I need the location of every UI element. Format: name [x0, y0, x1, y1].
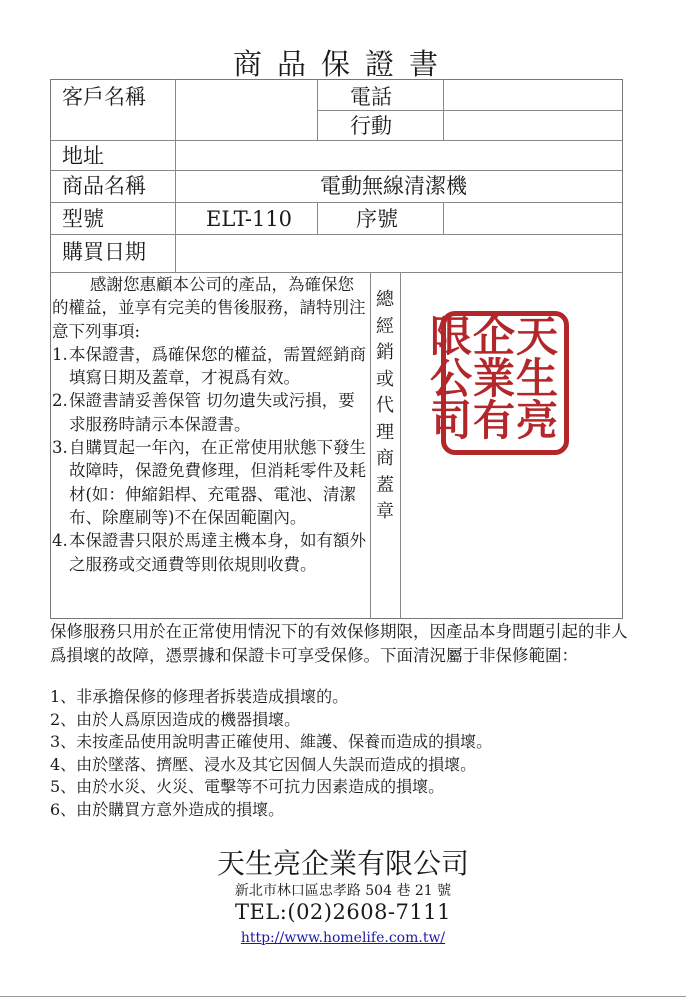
company-name: 天生亮企業有限公司: [216, 847, 469, 880]
customer-name-label: 客戶名稱: [62, 85, 146, 109]
company-url-link[interactable]: http://www.homelife.com.tw/: [240, 930, 446, 946]
purchase-date-label: 購買日期: [62, 240, 146, 264]
phone-label: 電話: [350, 85, 392, 109]
company-tel: TEL:(02)2608-7111: [235, 900, 451, 924]
model-value: ELT-110: [206, 207, 293, 231]
row-divider: [50, 170, 623, 171]
warranty-paragraph: 保修服務只用於在正常使用情況下的有效保修期限，因產品本身問題引起的非人爲損壞的故障，憑票據和保證卡可享受保修。下面清況屬于非保修範圍：: [50, 622, 628, 665]
exclusion-item: 5、由於水災、火災、電擊等不可抗力因素造成的損壞。: [50, 777, 445, 796]
exclusion-item: 6、由於購買方意外造成的損壞。: [50, 799, 285, 819]
column-divider: [400, 272, 401, 619]
exclusion-item: 1、非承擔保修的修理者拆裝造成損壞的。: [50, 687, 349, 706]
row-divider: [50, 202, 623, 203]
column-divider: [175, 79, 176, 272]
company-seal: 天 生 亮 企 業 有 限 公 司: [441, 311, 569, 455]
mobile-label: 行動: [350, 114, 392, 138]
column-divider: [443, 202, 444, 234]
column-divider: [370, 272, 371, 619]
page-bottom-rule: [0, 996, 686, 997]
exclusion-item: 4、由於墜落、擠壓、浸水及其它因個人失誤而造成的損壞。: [50, 754, 477, 774]
exclusion-list: [50, 686, 492, 821]
product-name-value: 電動無線清潔機: [320, 174, 467, 198]
column-divider: [317, 202, 318, 234]
row-divider: [50, 234, 623, 235]
notice-item: 3. 自購買起一年內，在正常使用狀態下發生故障時，保證免費修理，但消耗零件及耗材(如：伸縮鋁桿、充電器、電池、清潔布、除塵刷等)不在保固範圍內。: [52, 438, 366, 527]
notice-intro: 感謝您惠顧本公司的產品，為確保您的權益，並享有完美的售後服務，請特別注意下列事項:: [52, 275, 366, 341]
notice-list: [52, 343, 368, 576]
dealer-stamp-label: 總 經 銷 或 代 理 商 蓋 章: [376, 289, 394, 522]
column-divider: [317, 79, 318, 140]
product-name-label: 商品名稱: [62, 174, 146, 198]
model-label: 型號: [62, 207, 104, 231]
notice-item: 2. 保證書請妥善保管 切勿遺失或污損，要求服務時請示本保證書。: [52, 391, 355, 434]
document-title: 商品保證書: [232, 47, 453, 81]
row-divider: [317, 110, 623, 111]
warranty-notice: [52, 273, 368, 576]
exclusion-item: 3、未按產品使用說明書正確使用、維護、保養而造成的損壞。: [50, 732, 493, 751]
column-divider: [443, 79, 444, 140]
company-address: 新北市林口區忠孝路 504 巷 21 號: [234, 883, 452, 899]
address-label: 地址: [62, 144, 104, 168]
notice-item: 4. 本保證書只限於馬達主機本身，如有額外之服務或交通費等則依規則收費。: [52, 531, 366, 574]
exclusion-item: 2、由於人爲原因造成的機器損壞。: [50, 709, 301, 729]
row-divider: [50, 140, 623, 141]
notice-item: 1. 本保證書，爲確保您的權益，需置經銷商填寫日期及蓋章，才視爲有效。: [52, 344, 366, 388]
serial-label: 序號: [356, 207, 398, 231]
